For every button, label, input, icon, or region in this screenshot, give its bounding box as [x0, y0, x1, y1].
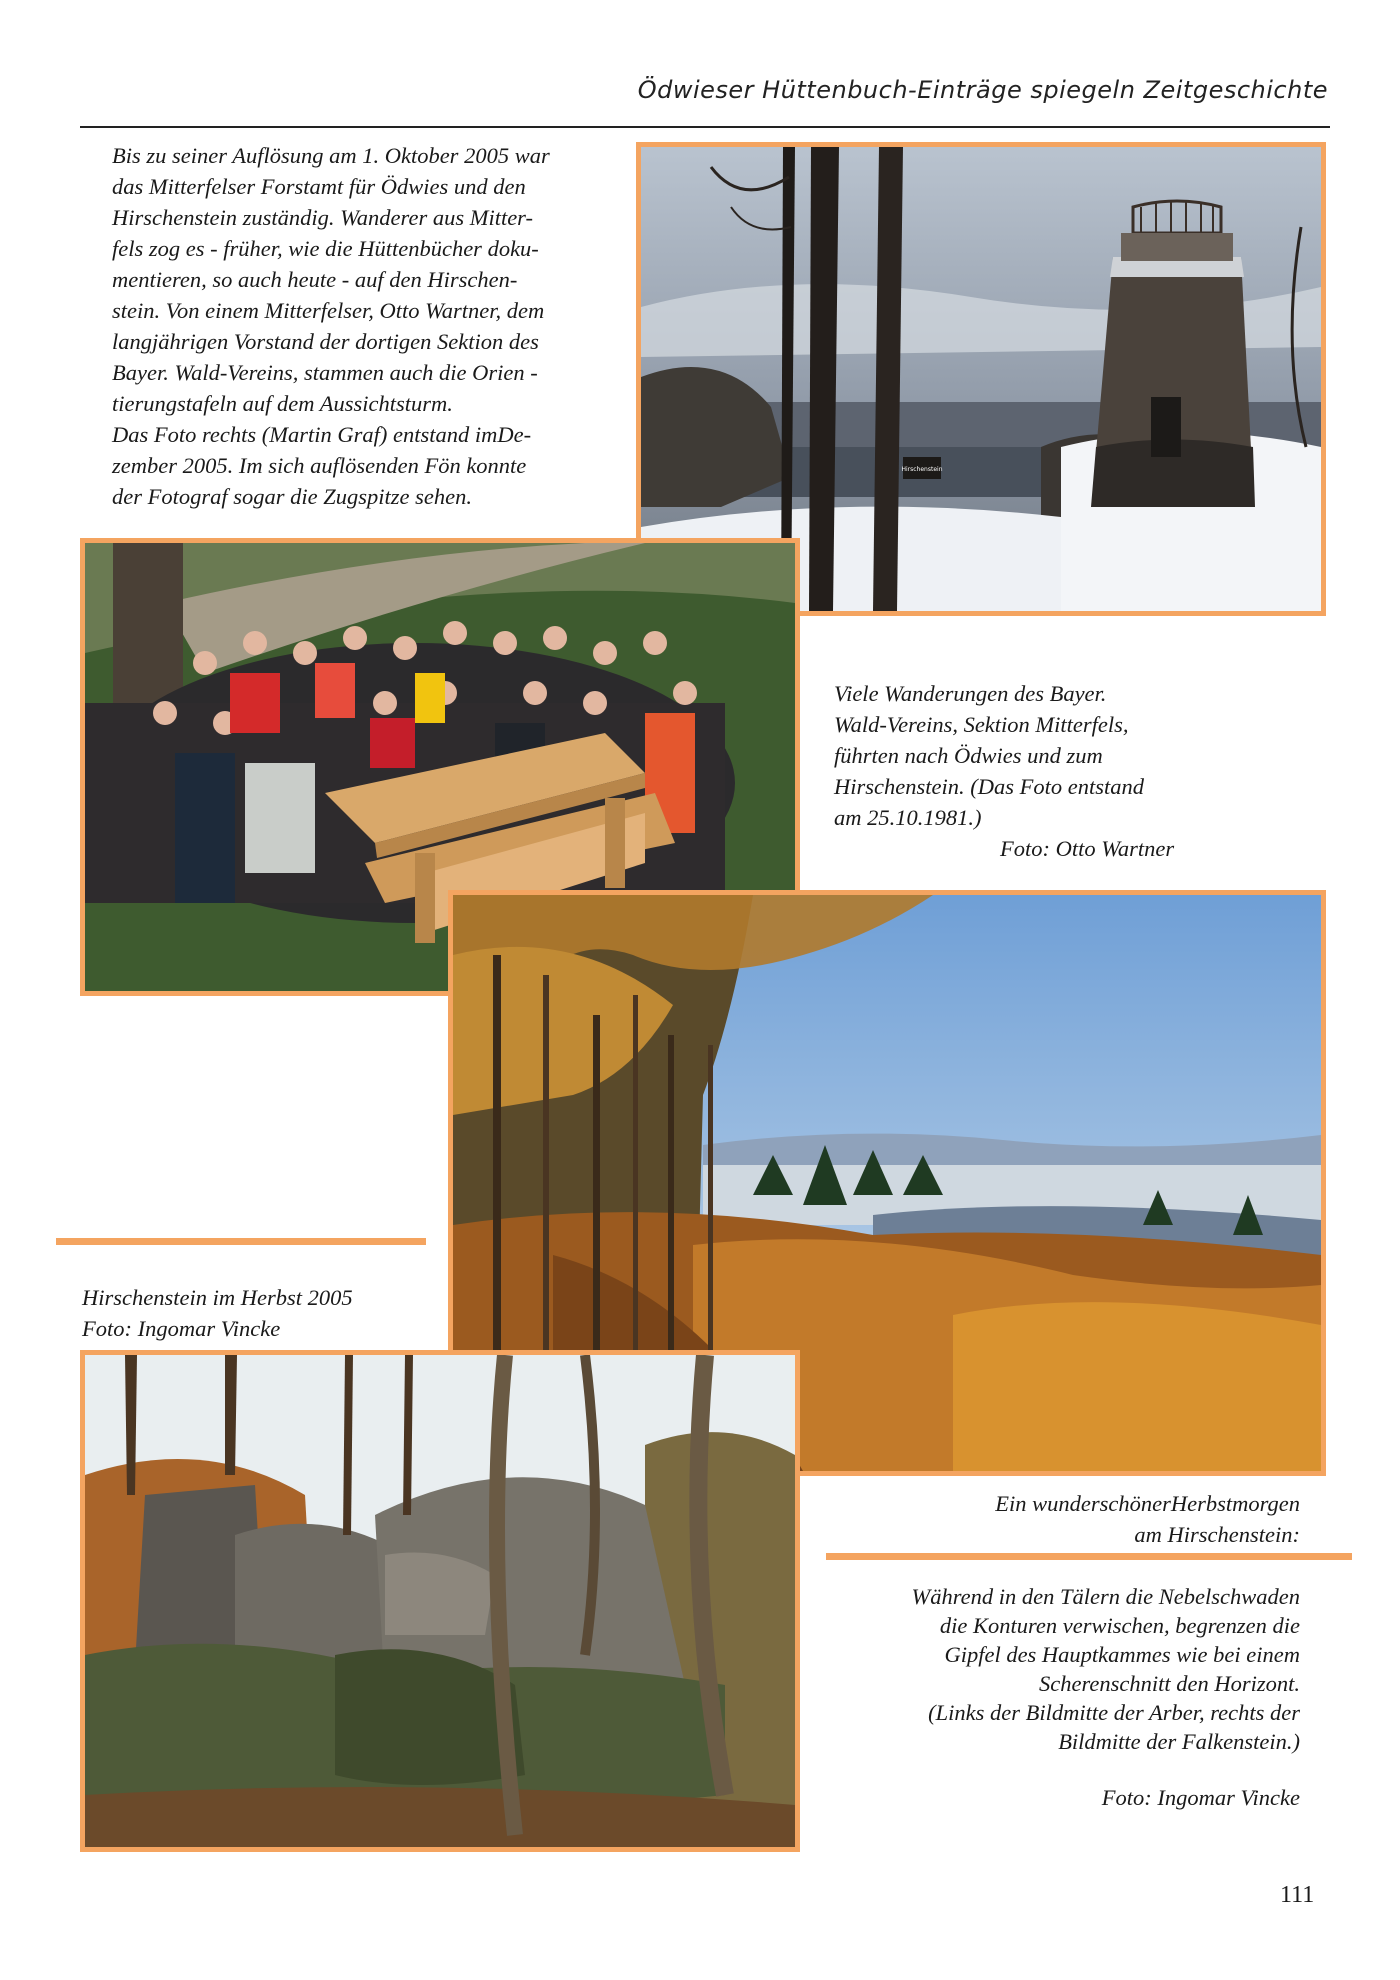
caption-group	[834, 678, 1304, 864]
caption-line: (Links der Bildmitte der Arber, rechts der	[928, 1700, 1300, 1725]
photo-credit: Foto: Ingomar Vincke	[82, 1316, 281, 1341]
orange-rule-left	[56, 1238, 426, 1245]
caption-line: Hirschenstein im Herbst 2005	[82, 1285, 353, 1310]
caption-line: Hirschenstein. (Das Foto entstand	[834, 774, 1144, 799]
tower-sign-text: Hirschenstein	[901, 466, 943, 473]
caption-morning-body	[830, 1582, 1300, 1812]
text-line: Hirschenstein zuständig. Wanderer aus Mitter-	[112, 205, 533, 230]
caption-line: Gipfel des Hauptkammes wie bei einem	[944, 1642, 1300, 1667]
caption-line: Wald-Vereins, Sektion Mitterfels,	[834, 712, 1129, 737]
caption-line: Viele Wanderungen des Bayer.	[834, 681, 1107, 706]
text-line: fels zog es - früher, wie die Hüttenbücher doku-	[112, 236, 539, 261]
photo-credit: Foto: Ingomar Vincke	[1101, 1785, 1300, 1810]
text-line: Das Foto rechts (Martin Graf) entstand imDe-	[112, 422, 532, 447]
photo-credit: Foto: Otto Wartner	[1000, 836, 1175, 861]
caption-line: die Konturen verwischen, begrenzen die	[939, 1613, 1300, 1638]
caption-line: Scherenschnitt den Horizont.	[1038, 1671, 1300, 1696]
caption-line: führten nach Ödwies und zum	[834, 743, 1103, 768]
photo-rock-formation	[80, 1350, 800, 1852]
caption-title-line: Ein wunderschönerHerbstmorgen	[995, 1491, 1300, 1516]
page-header	[80, 70, 1330, 128]
caption-title-line: am Hirschenstein:	[1134, 1522, 1300, 1547]
text-line: der Fotograf sogar die Zugspitze sehen.	[112, 484, 472, 509]
rock-formation-image	[85, 1355, 795, 1847]
text-line: stein. Von einem Mitterfelser, Otto Wartner, dem	[112, 298, 545, 323]
caption-line: Während in den Tälern die Nebelschwaden	[911, 1584, 1300, 1609]
header-title: Ödwieser Hüttenbuch-Einträge spiegeln Zeitgeschichte	[637, 76, 1328, 104]
text-line: mentieren, so auch heute - auf den Hirschen-	[112, 267, 518, 292]
text-line: zember 2005. Im sich auflösenden Fön konnte	[112, 453, 527, 478]
rocks-icon	[85, 1477, 725, 1810]
caption-line: am 25.10.1981.)	[834, 805, 982, 830]
text-line: das Mitterfelser Forstamt für Ödwies und den	[112, 174, 526, 199]
page-number: 111	[1280, 1882, 1315, 1908]
text-line: langjährigen Vorstand der dortigen Sektion des	[112, 329, 539, 354]
caption-line: Bildmitte der Falkenstein.)	[1058, 1729, 1300, 1754]
caption-autumn	[82, 1282, 432, 1344]
text-line: Bis zu seiner Auflösung am 1. Oktober 2005 war	[112, 143, 550, 168]
text-line: tierungstafeln auf dem Aussichtsturm.	[112, 391, 453, 416]
intro-text	[112, 140, 632, 512]
text-line: Bayer. Wald-Vereins, stammen auch die Orien -	[112, 360, 538, 385]
orange-rule-right	[826, 1553, 1352, 1560]
caption-morning-title	[830, 1488, 1300, 1550]
